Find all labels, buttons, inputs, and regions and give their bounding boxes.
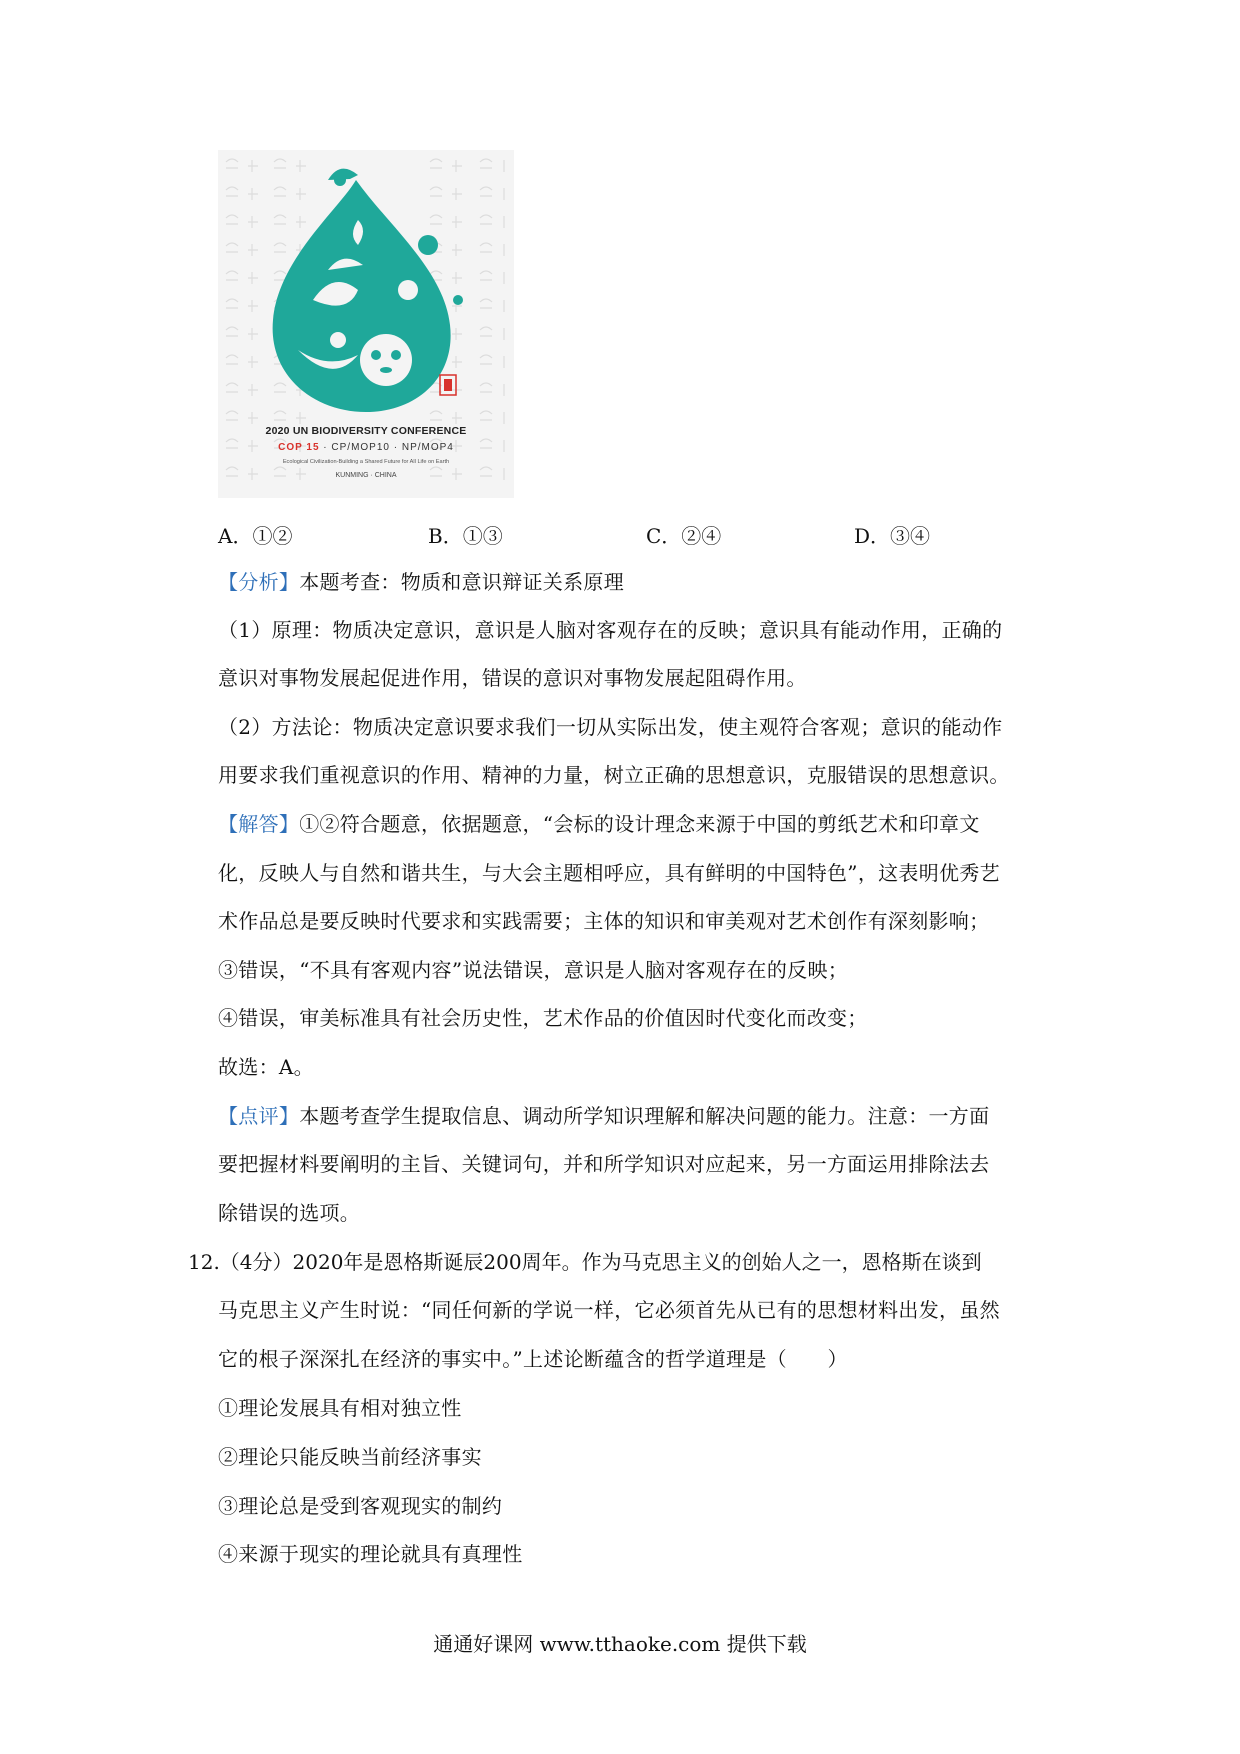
page-footer: 通通好课网 www.tthaoke.com 提供下载 [433, 1632, 807, 1656]
answer-line6: 故选：A。 [218, 1055, 314, 1079]
logo-subtitle [218, 442, 514, 453]
question12-line1: 12.（4分）2020年是恩格斯诞辰200周年。作为马克思主义的创始人之一，恩格斯在谈到 [188, 1250, 982, 1274]
comment-line2: 要把握材料要阐明的主旨、关键词句，并和所学知识对应起来，另一方面运用排除法去 [218, 1152, 990, 1176]
question12-option1: ①理论发展具有相对独立性 [218, 1396, 462, 1420]
comment-text1: 本题考查学生提取信息、调动所学知识理解和解决问题的能力。注意：一方面 [299, 1104, 990, 1128]
answer-line5: ④错误，审美标准具有社会历史性，艺术作品的价值因时代变化而改变； [218, 1006, 868, 1030]
answer-line3: 术作品总是要反映时代要求和实践需要；主体的知识和审美观对艺术创作有深刻影响； [218, 909, 990, 933]
question12-option4: ④来源于现实的理论就具有真理性 [218, 1542, 523, 1566]
option-a: A．①② [218, 524, 293, 548]
answer-tag: 【解答】 [218, 812, 300, 836]
option-d: D．③④ [854, 524, 931, 548]
analysis-p2-line2: 用要求我们重视意识的作用、精神的力量，树立正确的思想意识，克服错误的思想意识。 [218, 763, 1010, 787]
comment-tag: 【点评】 [218, 1104, 300, 1128]
analysis-p1-line1: （1）原理：物质决定意识，意识是人脑对客观存在的反映；意识具有能动作用，正确的 [218, 618, 1003, 642]
question12-line2: 马克思主义产生时说：“同任何新的学说一样，它必须首先从已有的思想材料出发，虽然 [218, 1298, 1000, 1322]
analysis-tag: 【分析】 [218, 570, 300, 594]
question11-options [218, 520, 1018, 550]
analysis-title: 本题考查：物质和意识辩证关系原理 [299, 570, 625, 594]
logo-location: KUNMING · CHINA [335, 472, 397, 479]
comment-line1 [218, 1100, 1058, 1129]
question12-option2: ②理论只能反映当前经济事实 [218, 1445, 482, 1469]
logo-theme: Ecological Civilization-Building a Shared Future for All Life on Earth [282, 459, 450, 465]
question12-option3: ③理论总是受到客观现实的制约 [218, 1494, 503, 1518]
option-b: B．①③ [428, 524, 503, 548]
analysis-p2-line1: （2）方法论：物质决定意识要求我们一切从实际出发，使主观符合客观；意识的能动作 [218, 715, 1003, 739]
analysis-p1-line2: 意识对事物发展起促进作用，错误的意识对事物发展起阻碍作用。 [218, 666, 807, 690]
comment-line3: 除错误的选项。 [218, 1201, 361, 1225]
option-c: C．②④ [646, 524, 722, 548]
analysis-heading [218, 566, 1058, 595]
cop15-logo-image [218, 150, 514, 498]
answer-text1: ①②符合题意，依据题意，“会标的设计理念来源于中国的剪纸艺术和印章文 [299, 812, 980, 836]
logo-mop: · CP/MOP10 · NP/MOP4 [319, 442, 454, 453]
answer-line4: ③错误，“不具有客观内容”说法错误，意识是人脑对客观存在的反映； [218, 958, 849, 982]
answer-line1 [218, 808, 1058, 837]
question12-line3: 它的根子深深扎在经济的事实中。”上述论断蕴含的哲学道理是（ ） [218, 1347, 848, 1371]
logo-cop15: COP 15 [278, 442, 320, 453]
answer-line2: 化，反映人与自然和谐共生，与大会主题相呼应，具有鲜明的中国特色”，这表明优秀艺 [218, 861, 1000, 885]
logo-title: 2020 UN BIODIVERSITY CONFERENCE [265, 425, 467, 437]
